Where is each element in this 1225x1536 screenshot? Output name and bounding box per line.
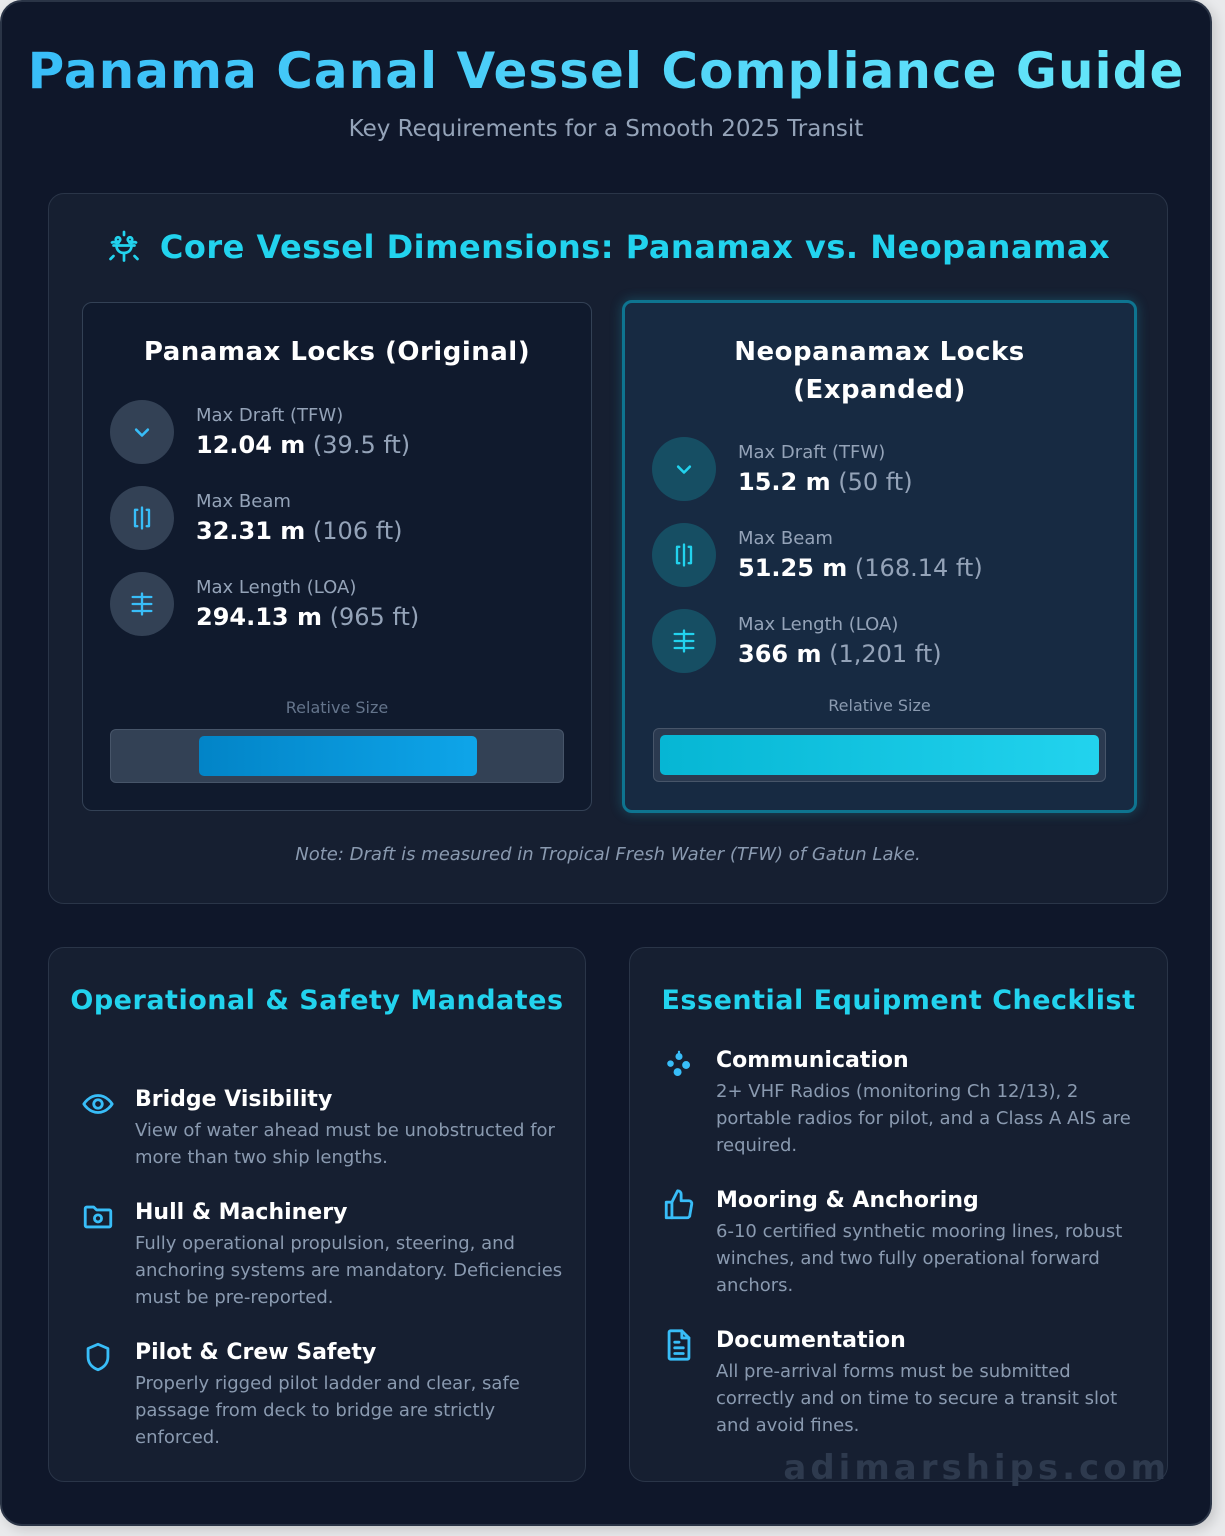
equipment-checklist-title: Essential Equipment Checklist (661, 985, 1136, 1016)
page-title: Panama Canal Vessel Compliance Guide (2, 42, 1210, 100)
list-item-communication (630, 1046, 1147, 1159)
relative-size-fill (660, 735, 1099, 775)
eye-icon (81, 1087, 115, 1121)
neopanamax-title: Neopanamax Locks (Expanded) (734, 337, 1025, 405)
item-description: Fully operational propulsion, steering, and anchoring systems are mandatory. Deficiencies must be pre-reported. (135, 1233, 563, 1308)
spec-label: Max Length (LOA) (196, 577, 357, 598)
spec-label: Max Draft (TFW) (738, 442, 886, 463)
relative-size-bar (110, 729, 564, 783)
relative-size-bar (653, 728, 1106, 782)
operational-safety-panel (48, 947, 586, 1482)
watermark: adimarships.com (783, 1448, 1170, 1488)
item-heading: Communication (716, 1048, 909, 1073)
list-item-bridge-visibility (49, 1085, 565, 1171)
spec-value: 294.13 m (965 ft) (196, 603, 420, 631)
spec-max-length (652, 598, 983, 684)
spec-label: Max Beam (196, 491, 291, 512)
neopanamax-spec-list (652, 426, 983, 684)
relative-size-label: Relative Size (828, 696, 931, 715)
equipment-checklist-panel (629, 947, 1168, 1482)
length-icon (110, 572, 174, 636)
item-description: 6-10 certified synthetic mooring lines, robust winches, and two fully operational forward anchors. (716, 1221, 1123, 1296)
item-description: View of water ahead must be unobstructed for more than two ship lengths. (135, 1120, 555, 1168)
length-icon (652, 609, 716, 673)
list-item-mooring-anchoring (630, 1186, 1147, 1299)
chevron-down-icon (110, 400, 174, 464)
page-subtitle: Key Requirements for a Smooth 2025 Transit (348, 116, 864, 142)
spec-label: Max Draft (TFW) (196, 405, 344, 426)
thumbs-up-icon (662, 1188, 696, 1222)
neopanamax-card (622, 300, 1137, 813)
spec-max-draft (652, 426, 983, 512)
item-description: 2+ VHF Radios (monitoring Ch 12/13), 2 portable radios for pilot, and a Class A AIS are required. (716, 1081, 1131, 1156)
relative-size-label: Relative Size (285, 698, 389, 717)
spec-label: Max Beam (738, 528, 833, 549)
spec-label: Max Length (LOA) (738, 614, 899, 635)
list-item-pilot-crew-safety (49, 1338, 565, 1451)
radio-signal-icon (662, 1048, 696, 1082)
spec-max-length (110, 561, 419, 647)
relative-size-fill (199, 736, 477, 776)
spec-max-draft (110, 389, 419, 475)
core-dimensions-panel (48, 193, 1168, 904)
spec-value: 12.04 m (39.5 ft) (196, 431, 411, 459)
spec-value: 32.31 m (106 ft) (196, 517, 403, 545)
item-heading: Pilot & Crew Safety (135, 1340, 377, 1365)
list-item-documentation (630, 1326, 1147, 1439)
item-description: All pre-arrival forms must be submitted correctly and on time to secure a transit slot and avoid fines. (716, 1361, 1118, 1436)
spec-value: 15.2 m (50 ft) (738, 468, 913, 496)
list-item-hull-machinery (49, 1198, 565, 1311)
item-heading: Mooring & Anchoring (716, 1188, 979, 1213)
chevron-down-icon (652, 437, 716, 501)
core-dimensions-title: Core Vessel Dimensions: Panamax vs. Neopanamax (159, 228, 1111, 266)
draft-note: Note: Draft is measured in Tropical Fresh Water (TFW) of Gatun Lake. (295, 844, 921, 865)
shield-icon (81, 1340, 115, 1374)
panamax-spec-list (110, 389, 419, 647)
core-dimensions-heading (49, 228, 1167, 266)
spec-value: 366 m (1,201 ft) (738, 640, 942, 668)
spec-max-beam (652, 512, 983, 598)
panamax-card (82, 302, 592, 811)
item-heading: Documentation (716, 1328, 906, 1353)
spec-max-beam (110, 475, 419, 561)
document-icon (662, 1328, 696, 1362)
ship-helm-icon (106, 229, 142, 265)
item-heading: Bridge Visibility (135, 1087, 333, 1112)
folder-gear-icon (81, 1200, 115, 1234)
beam-width-icon (110, 486, 174, 550)
operational-safety-title: Operational & Safety Mandates (70, 985, 564, 1016)
beam-width-icon (652, 523, 716, 587)
item-heading: Hull & Machinery (135, 1200, 348, 1225)
panamax-title: Panamax Locks (Original) (143, 337, 531, 367)
spec-value: 51.25 m (168.14 ft) (738, 554, 983, 582)
item-description: Properly rigged pilot ladder and clear, safe passage from deck to bridge are strictly enforced. (135, 1373, 520, 1448)
